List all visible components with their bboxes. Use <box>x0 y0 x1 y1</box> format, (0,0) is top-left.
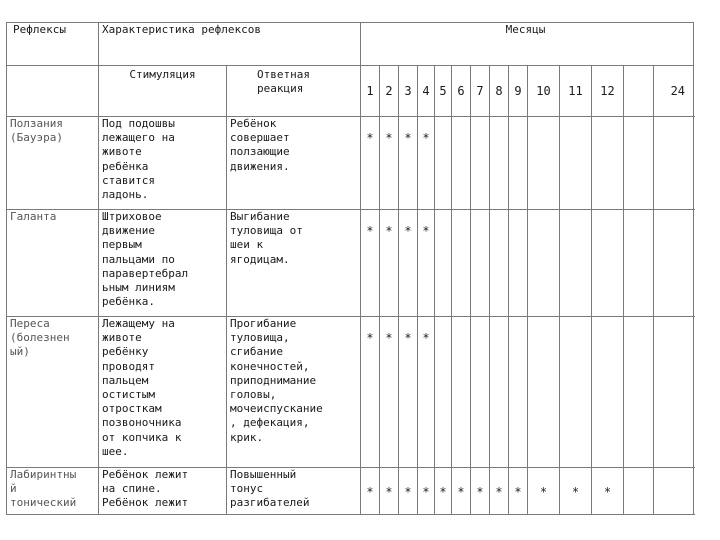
month-header: 11 <box>560 66 592 117</box>
month-header: 6 <box>452 66 471 117</box>
month-mark: * <box>404 331 412 345</box>
month-mark-cell <box>452 117 471 210</box>
month-mark-cell <box>654 117 694 210</box>
month-mark: * <box>385 331 393 345</box>
header-months: Месяцы <box>361 23 694 66</box>
month-mark-cell <box>592 317 624 468</box>
month-mark-cell <box>435 117 452 210</box>
month-mark-cell <box>380 117 399 210</box>
response-cell: Прогибание туловища, сгибание конечностей, приподнимание головы, мочеиспускание , дефекация, крик. <box>227 317 361 468</box>
month-mark: * <box>457 485 465 499</box>
month-mark-cell <box>624 117 654 210</box>
month-mark-cell <box>399 210 418 317</box>
month-mark-cell <box>654 210 694 317</box>
month-mark-cell <box>509 117 528 210</box>
month-mark-cell <box>418 317 435 468</box>
month-mark: * <box>385 224 393 238</box>
stimulation-cell: Ребёнок лежит на спине. Ребёнок лежит <box>99 468 227 515</box>
month-header: 12 <box>592 66 624 117</box>
month-mark: * <box>603 485 612 499</box>
month-mark-cell <box>592 117 624 210</box>
month-mark: * <box>404 131 412 145</box>
month-mark-cell <box>399 117 418 210</box>
month-header: 2 <box>380 66 399 117</box>
month-mark: * <box>571 485 580 499</box>
header-characteristics: Характеристика рефлексов <box>99 23 361 66</box>
reflex-table <box>6 22 694 515</box>
month-header <box>624 66 654 117</box>
stimulation-cell: Под подошвы лежащего на животе ребёнка ставится ладонь. <box>99 117 227 210</box>
response-cell: Повышенный тонус разгибателей <box>227 468 361 515</box>
table-row <box>7 317 694 468</box>
month-mark-cell <box>592 210 624 317</box>
month-mark-cell <box>654 468 694 515</box>
month-mark-cell <box>560 468 592 515</box>
month-mark-cell <box>452 317 471 468</box>
month-mark: * <box>422 331 430 345</box>
table-row <box>7 210 694 317</box>
month-mark-cell <box>418 210 435 317</box>
month-mark-cell <box>490 210 509 317</box>
month-mark: * <box>514 485 522 499</box>
month-header: 5 <box>435 66 452 117</box>
month-mark: * <box>366 331 374 345</box>
month-mark-cell <box>452 210 471 317</box>
response-cell: Выгибание туловища от шеи к ягодицам. <box>227 210 361 317</box>
month-mark-cell <box>624 210 654 317</box>
month-header: 8 <box>490 66 509 117</box>
reflex-name: Лабиринтны й тонический <box>7 468 99 515</box>
month-mark: * <box>366 131 374 145</box>
month-mark: * <box>385 485 393 499</box>
month-mark-cell <box>471 117 490 210</box>
month-mark-cell <box>471 210 490 317</box>
month-mark-cell <box>361 210 380 317</box>
month-mark-cell <box>452 468 471 515</box>
header-row <box>7 23 694 66</box>
month-mark-cell <box>560 317 592 468</box>
month-mark-cell <box>528 117 560 210</box>
month-mark-cell <box>380 468 399 515</box>
month-mark-cell <box>624 317 654 468</box>
month-header: 3 <box>399 66 418 117</box>
month-header: 4 <box>418 66 435 117</box>
header-reflexes: Рефлексы <box>7 23 99 66</box>
month-mark: * <box>476 485 484 499</box>
month-mark-cell <box>435 317 452 468</box>
month-mark-cell <box>361 468 380 515</box>
month-mark: * <box>439 485 447 499</box>
table-row <box>7 468 694 515</box>
month-mark: * <box>404 224 412 238</box>
month-mark-cell <box>509 317 528 468</box>
month-mark-cell <box>528 317 560 468</box>
month-mark-cell <box>490 317 509 468</box>
month-mark-cell <box>509 210 528 317</box>
month-mark-cell <box>490 117 509 210</box>
stimulation-cell: Лежащему на животе ребёнку проводят пальцем остистым отросткам позвоночника от копчика к шее. <box>99 317 227 468</box>
month-mark: * <box>366 224 374 238</box>
stimulation-cell: Штриховое движение первым пальцами по паравертебрал ьным линиям ребёнка. <box>99 210 227 317</box>
month-mark-cell <box>361 317 380 468</box>
month-header: 1 <box>361 66 380 117</box>
header-stimulation: Стимуляция <box>99 66 227 117</box>
month-mark-cell <box>654 317 694 468</box>
month-mark-cell <box>560 117 592 210</box>
month-mark: * <box>495 485 503 499</box>
month-mark-cell <box>380 210 399 317</box>
month-header: 24 <box>654 66 694 117</box>
month-mark-cell <box>509 468 528 515</box>
month-mark-cell <box>418 468 435 515</box>
month-mark-cell <box>380 317 399 468</box>
month-mark: * <box>422 485 430 499</box>
month-mark-cell <box>560 210 592 317</box>
month-mark-cell <box>435 210 452 317</box>
subheader-row <box>7 66 694 117</box>
month-mark-cell <box>471 317 490 468</box>
response-cell: Ребёнок совершает ползающие движения. <box>227 117 361 210</box>
reflex-name: Переса (болезнен ый) <box>7 317 99 468</box>
reflex-name: Галанта <box>7 210 99 317</box>
month-mark: * <box>539 485 548 499</box>
month-header: 7 <box>471 66 490 117</box>
month-mark-cell <box>528 468 560 515</box>
month-mark: * <box>366 485 374 499</box>
month-mark-cell <box>528 210 560 317</box>
header-response: Ответная реакция <box>227 66 361 117</box>
month-mark-cell <box>471 468 490 515</box>
month-mark: * <box>422 224 430 238</box>
month-mark-cell <box>418 117 435 210</box>
month-mark-cell <box>624 468 654 515</box>
month-mark-cell <box>592 468 624 515</box>
month-mark: * <box>385 131 393 145</box>
month-header: 10 <box>528 66 560 117</box>
table-row <box>7 117 694 210</box>
month-mark-cell <box>361 117 380 210</box>
month-mark-cell <box>399 317 418 468</box>
month-mark-cell <box>490 468 509 515</box>
month-mark-cell <box>399 468 418 515</box>
month-mark: * <box>404 485 412 499</box>
month-mark-cell <box>435 468 452 515</box>
month-mark: * <box>422 131 430 145</box>
month-header: 9 <box>509 66 528 117</box>
subheader-empty <box>7 66 99 117</box>
reflex-name: Ползания (Бауэра) <box>7 117 99 210</box>
